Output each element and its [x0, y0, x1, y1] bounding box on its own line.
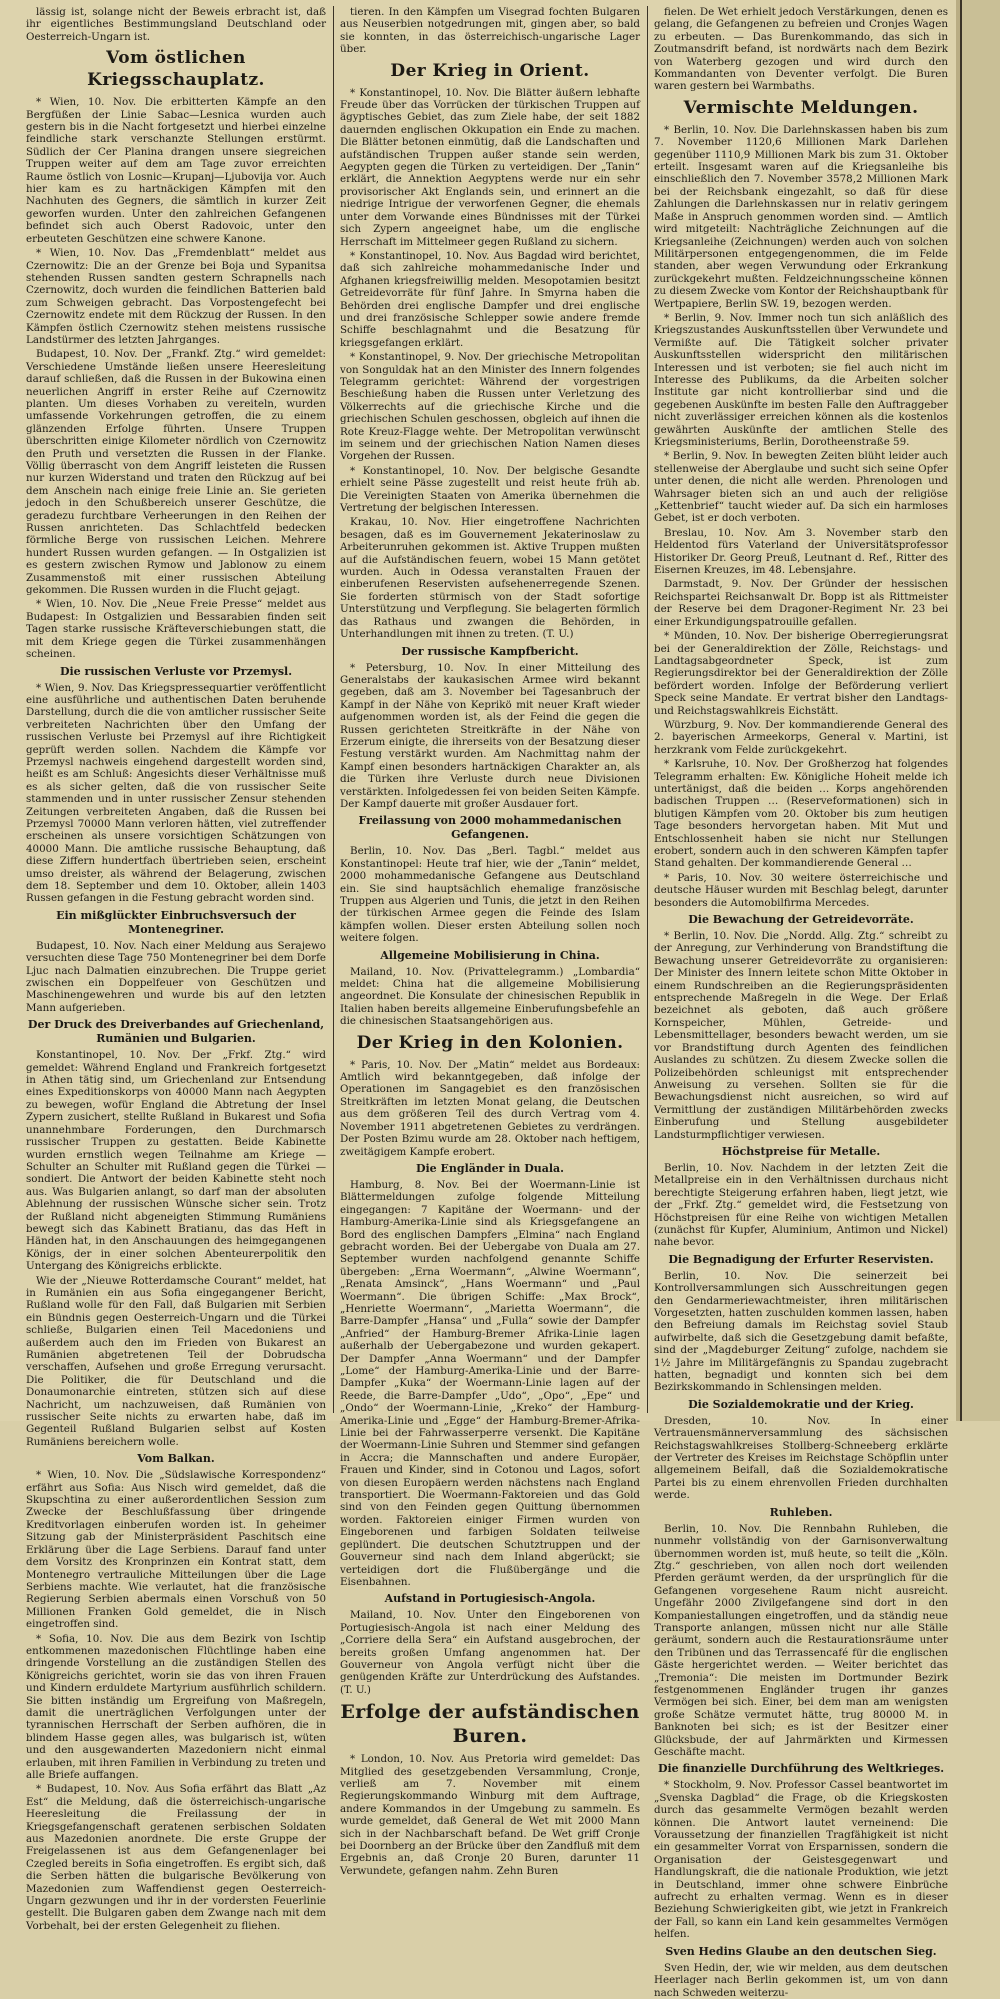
article-paragraph: * London, 10. Nov. Aus Pretoria wird gemeldet: Das Mitglied des gesetzgebenden Versammlung, Cronje, verließ am 7. November mit einem Regierungskommando Winburg mit dem Auftrage, andere Kommandos in der Umgebung zu sammeln. Es wurde gemeldet, daß General de Wet mit 2000 Mann sich in der Nachbarschaft befand. De Wet griff Cronje bei Doornberg an der Brücke über den Zandfluß mit dem Ergebnis an, daß Cronje 20 Buren, darunter 11 Verwundete, gefangen nahm. Zehn Buren	[340, 1753, 640, 1877]
subheading: Die Begnadigung der Erfurter Reservisten.	[668, 1252, 934, 1266]
article-paragraph: * Münden, 10. Nov. Der bisherige Oberregierungsrat bei der Generaldirektion der Zölle, Reichstags- und Landtagsabgeordneter Speck, ist zum Regierungsdirektor bei der Generaldirektion der Zölle befördert worden. Infolge der Beförderung verliert Speck seine Mandate. Er vertrat bisher den Landtags- und Reichstagswahlkreis Eichstätt.	[654, 630, 948, 717]
article-paragraph: * Paris, 10. Nov. Der „Matin“ meldet aus Bordeaux: Amtlich wird bekanntgegeben, daß infolge der Operationen im Sangagebiet es den französischen Streitkräften im letzten Monat gelang, die Deutschen aus dem größeren Teil des durch Vertrag vom 4. November 1911 abgetretenen Gebietes zu verdrängen. Der Posten Bzimu wurde am 28. Oktober nach heftigem, zweitägigem Kampfe erobert.	[340, 1058, 640, 1158]
article-paragraph: Budapest, 10. Nov. Der „Frankf. Ztg.“ wird gemeldet: Verschiedene Umstände ließen unsere Heeresleitung darauf schließen, daß die Russen in der Bukowina einen neuerlichen Angriff in erster Reihe auf Czernowitz planten. Um dieses Vorhaben zu vereiteln, wurden umfassende Vorkehrungen getroffen, die zu einem glänzenden Erfolge führten. Unsere Truppen überschritten einige Kilometer nördlich von Czernowitz den Pruth und versetzten die Russen in der Flanke. Völlig überrascht von dem Angriff leisteten die Russen nur kurzen Widerstand und traten den Rückzug auf bei dem Anschein nach einige freie Linie an. Sie gerieten jedoch in den Schußbereich unserer Geschütze, die geradezu furchtbare Verheerungen in den Reihen der Russen anrichteten. Das Schlachtfeld bedecken förmliche Berge von russischen Leichen. Mehrere hundert Russen wurden gefangen. — In Ostgalizien ist es gestern zwischen Rymow und Jablonow zu einem Zusammenstoß mit einer russischen Abteilung gekommen. Die Russen wurden in die Flucht gejagt.	[26, 348, 326, 597]
article-paragraph: * Berlin, 9. Nov. Immer noch tun sich anläßlich des Kriegszustandes Auskunftsstellen über Verwundete und Vermißte auf. Die Tätigkeit solcher privater Auskunftsstellen widerspricht den militärischen Interessen und ist verboten; sie fiel auch nicht im Interesse des Publikums, da die Arbeiten solcher Institute gar nicht kontrollierbar sind und die gegebenen Auskünfte im besten Falle den Auftraggeber nicht zuverlässiger erreichen können als die kostenlos gewährten Auskünfte der amtlichen Stelle des Kriegsministeriums, Berlin, Dorotheenstraße 59.	[654, 311, 948, 448]
subheading: Allgemeine Mobilisierung in China.	[380, 948, 600, 962]
article-paragraph: * Wien, 10. Nov. Das „Fremdenblatt“ meldet aus Czernowitz: Die an der Grenze bei Boja und Sypanitsa stehenden Russen sandten gestern Schrapnells nach Czernowitz, doch wurden die feindlichen Batterien bald zum Schweigen gebracht. Das Vorpostengefecht bei Czernowitz endete mit dem Rückzug der Russen. In den Kämpfen östlich Czernowitz stehen meistens russische Landstürmer des letzten Jahrganges.	[26, 247, 326, 346]
subheading: Die Sozialdemokratie und der Krieg.	[688, 1397, 914, 1411]
article-paragraph: Dresden, 10. Nov. In einer Vertrauensmännerversammlung des sächsischen Reichstagswahlkreises Stollberg-Schneeberg erklärte der Vertreter des Kreises im Reichstage Schöpflin unter allgemeinem Beifall, daß die Sozialdemokratische Partei bis zu einem ehrenvollen Frieden durchhalten werde.	[654, 1414, 948, 1502]
section-heading: Vermischte Meldungen.	[683, 97, 919, 118]
article-paragraph: Breslau, 10. Nov. Am 3. November starb den Heldentod fürs Vaterland der Universitätsprofessor Historiker Dr. Georg Preuß, Leutnant d. Ref., Ritter des Eisernen Kreuzes, im 48. Lebensjahre.	[654, 526, 948, 577]
carryover-text: tieren. In den Kämpfen um Visegrad fochten Bulgaren aus Neuserbien notgedrungen mit, gingen aber, so bald sie konnten, in das österreichisch-ungarische Lager über.	[340, 6, 640, 56]
article-paragraph: Berlin, 10. Nov. Die seinerzeit bei Kontrollversammlungen sich Ausschreitungen gegen den Gendarmeriewachtmeister, ihren militärischen Vorgesetzten, hatten zuschulden kommen lassen, haben den Befreiung damals im Reichstag soviel Staub aufwirbelte, daß sich die Gesetzgebung damit befaßte, sind der „Magdeburger Zeitung“ zufolge, nachdem sie 1½ Jahre im Militärgefängnis zu Spandau zugebracht hatten, begnadigt und konnten sich bei dem Bezirkskommando in Schlensingen melden.	[654, 1269, 948, 1394]
subheading: Der Druck des Dreiverbandes auf Griechenland, Rumänien und Bulgarien.	[27, 1018, 325, 1046]
article-paragraph: Krakau, 10. Nov. Hier eingetroffene Nachrichten besagen, daß es im Gouvernement Jekaterinoslaw zu Arbeiterunruhen gekommen ist. Aktive Truppen mußten auf die Aufständischen feuern, wobei 15 Mann getötet wurden. Auch in Odessa veranstalten Frauen der einberufenen Reservisten aufsehenerregende Szenen. Sie forderten stürmisch von der Stadt sofortige Unterstützung und Verpflegung. Sie belagerten förmlich das Rathaus und zwangen die Behörden, in Unterhandlungen mit ihnen zu treten. (T. U.)	[340, 516, 640, 641]
subheading: Ein mißglückter Einbruchsversuch der Montenegriner.	[56, 908, 296, 936]
section-heading: Vom östlichen Kriegsschauplatz.	[87, 48, 265, 91]
subheading: Der russische Kampfbericht.	[401, 644, 579, 658]
article-paragraph: Berlin, 10. Nov. Die Rennbahn Ruhleben, die nunmehr vollständig von der Garnisonverwaltung übernommen worden ist, muß heute, so teilt die „Köln. Ztg.“ geschrieben, von allen noch dort weilenden Pferden geräumt werden, da der ursprünglich für die Gefangenen vorgesehene Raum nicht ausreicht. Ungefähr 2000 Zivilgefangene sind dort in den Kompaniestallungen eingetroffen, und da ständig neue Transporte anlangen, müssen nicht nur alle Ställe geräumt, sondern auch die Restaurationsräume unter den Tribünen und das Terrassencafé für die englischen Gäste hergerichtet werden. — Weiter berichtet das „Tremonia“: Die meisten im Dortmunder Bezirk festgenommenen Engländer trugen ihr ganzes Vermögen bei sich. Einer, bei dem man am wenigsten große Schätze vermutet hätte, trug 80000 M. in Banknoten bei sich; es ist der Besitzer einer Glücksbude, der auf Jahrmärkten und Kirmessen Geschäfte macht.	[654, 1522, 948, 1758]
article-paragraph: Mailand, 10. Nov. Unter den Eingeborenen von Portugiesisch-Angola ist nach einer Meldung des „Corriere della Sera“ ein Aufstand ausgebrochen, der bereits großen Umfang angenommen hat. Der Gouverneur von Angola verfügt nicht über die genügenden Kräfte zur Unterdrückung des Aufstandes. (T. U.)	[340, 1609, 640, 1696]
article-paragraph: * Wien, 9. Nov. Das Kriegspressequartier veröffentlicht eine ausführliche und authentischen Daten beruhende Darstellung, durch die die von amtlicher russischer Seite verbreiteten Nachrichten über den Umfang der russischen Verluste bei Przemysl auf ihre Richtigkeit geprüft werden sollen. Nachdem die Kämpfe vor Przemysl nachweis eingehend dargestellt worden sind, heißt es am Schluß: Angesichts dieser Verhältnisse muß es als sicher gelten, daß die von russischer Seite stammenden und in unter russischer Zensur stehenden Zeitungen verbreiteten Angaben, daß die Russen bei Przemysl 70000 Mann verloren hätten, viel zutreffender erscheinen als unsere vorsichtigen Schätzungen von 40000 Mann. Die amtliche russische Behauptung, daß diese Ziffern hundertfach übertrieben seien, erscheint umso dreister, als während der Belagerung, zwischen dem 18. September und dem 10. Oktober, allein 1403 Russen gefangen in die Festung gebracht worden sind.	[26, 681, 326, 905]
subheading: Die russischen Verluste vor Przemysl.	[59, 664, 293, 678]
article-paragraph: * Wien, 10. Nov. Die erbitterten Kämpfe an den Bergfüßen der Linie Sabac—Lesnica wurden auch gestern bis in die Nacht fortgesetzt und hierbei einzelne feindliche stark verschanzte Stellungen erstürmt. Südlich der Cer Planina drangen unsere siegreichen Truppen weiter auf dem am Tage zuvor erreichten Raume östlich von Losnic—Krupanj—Ljubovija vor. Auch hier kam es zu hartnäckigen Kämpfen mit den Nachhuten des Gegners, die sämtlich in kurzer Zeit geworfen wurden. Unter den zahlreichen Gefangenen befindet sich auch Oberst Radovoic, unter den erbeuteten Geschützen eine schwere Kanone.	[26, 96, 326, 245]
article-paragraph: * Berlin, 10. Nov. Die Darlehnskassen haben bis zum 7. November 1120,6 Millionen Mark Darlehen gegenüber 1110,9 Millionen Mark bis zum 31. Oktober erteilt. Insgesamt waren auf die Kriegsanleihe bis einschließlich den 7. November 3578,2 Millionen Mark bei der Reichsbank eingezahlt, so daß für diese Zahlungen die Darlehnskassen nur in relativ geringem Maße in Anspruch genommen worden sind. — Amtlich wird mitgeteilt: Nachträgliche Zeichnungen auf die Kriegsanleihe (Zeichnungen) werden auch von solchen Militärpersonen entgegengenommen, die im Felde standen, aber wegen Verwundung oder Erkrankung zurückgekehrt mußten. Feldzeichnungsscheine können zu diesem Zwecke vom Kontor der Reichshauptbank für Wertpapiere, Berlin SW. 19, bezogen werden.	[654, 123, 948, 310]
article-paragraph: * Budapest, 10. Nov. Aus Sofia erfährt das Blatt „Az Est“ die Meldung, daß die österreichisch-ungarische Heeresleitung die Freilassung der in Kriegsgefangenschaft geratenen serbischen Soldaten aus Mazedonien anordnete. Die erste Gruppe der Freigelassenen ist aus dem Gefangenenlager bei Czegled bereits in Sofia eingetroffen. Es ergibt sich, daß die Serben hätten die bulgarische Bevölkerung von Mazedonien zum Waffendienst gegen Oesterreich-Ungarn gezwungen und ihr in der vordersten Feuerlinie gestellt. Die Bulgaren gaben dem Zwange nach mit dem Vorbehalt, bei der ersten Gelegenheit zu fliehen.	[26, 1783, 326, 1932]
subheading: Die finanzielle Durchführung des Weltkrieges.	[657, 1762, 945, 1776]
article-paragraph: * Berlin, 10. Nov. Die „Nordd. Allg. Ztg.“ schreibt zu der Anregung, zur Verhinderung von Brandstiftung die Bewachung unserer Getreidevorräte zu organisieren: Der Minister des Innern leitete schon Mitte Oktober in einem Rundschreiben an die Regierungspräsidenten entsprechende Maßregeln in die Wege. Der Erlaß bezeichnet als geboten, daß auch größere Kornspeicher, Mühlen, Getreide- und Lebensmittellager, besonders bewacht werden, um sie vor Brandstiftung durch Agenten des feindlichen Auslandes zu schützen. Zu diesem Zwecke sollen die Polizeibehörden schleunigst mit entsprechender Anweisung zu versehen. Sollten sie für die Bewachungsdienst nicht ausreichen, so wird auf Vermittlung der zuständigen Militärbehörden zwecks Einberufung und Stellung ausgebildeter Landsturmpflichtiger verwiesen.	[654, 930, 948, 1141]
article-paragraph: Budapest, 10. Nov. Nach einer Meldung aus Serajewo versuchten diese Tage 750 Montenegriner bei dem Dorfe Ljuc nach Dalmatien einzubrechen. Die Truppe geriet zwischen ein Doppelfeuer von Geschützen und Maschinengewehren und wurde bis auf den letzten Mann aufgerieben.	[26, 939, 326, 1014]
article-paragraph: * Wien, 10. Nov. Die „Neue Freie Presse“ meldet aus Budapest: In Ostgalizien und Bessarabien finden seit Tagen starke russische Kräfteverschiebungen statt, die mit dem Kriege gegen die Türkei zusammenhängen scheinen.	[26, 598, 326, 661]
subheading: Höchstpreise für Metalle.	[721, 1144, 881, 1158]
article-paragraph: Berlin, 10. Nov. Nachdem in der letzten Zeit die Metallpreise ein in den Verhältnissen durchaus nicht berechtigte Steigerung erfahren haben, liegt jetzt, wie der „Frkf. Ztg.“ gemeldet wird, die Festsetzung von Höchstpreisen für eine Reihe von wichtigen Metallen (zunächst für Kupfer, Aluminium, Antimon und Nickel) nahe bevor.	[654, 1161, 948, 1249]
adjacent-page-edge	[960, 0, 1000, 1421]
subheading: Sven Hedins Glaube an den deutschen Sieg.	[665, 1944, 937, 1958]
article-paragraph: * Petersburg, 10. Nov. In einer Mitteilung des Generalstabs der kaukasischen Armee wird bekannt gegeben, daß am 3. November bei Tagesanbruch der Kampf in der Nähe von Keprikö mit neuer Kraft wieder aufgenommen worden ist, als der Feind die gegen die Russen gerichteten Streitkräfte in der Nähe von Erzerum einigte, die ihrerseits von der Besatzung dieser Festung verstärkt wurden. Am Nachmittag nahm der Kampf einen besonders hartnäckigen Charakter an, als die Türken ihre Verluste durch neue Divisionen verstärkten. Infolgedessen fei von beiden Seiten Kämpfe. Der Kampf dauerte mit großer Ausdauer fort.	[340, 661, 640, 810]
column-rule	[647, 6, 648, 1413]
article-paragraph: * Paris, 10. Nov. 30 weitere österreichische und deutsche Häuser wurden mit Beschlag belegt, darunter besonders die Automobilfirma Mercedes.	[654, 871, 948, 909]
article-paragraph: * Konstantinopel, 9. Nov. Der griechische Metropolitan von Songuldak hat an den Minister des Innern folgendes Telegramm gerichtet: Während der vorgestrigen Beschießung haben die Russen unter Verletzung des Völkerrechts auf die griechische Kirche und die griechischen Schulen geschossen, obgleich auf ihnen die Rote Kreuz-Flagge wehte. Der Metropolitan verwünscht im seinem und der griechischen Nation Namen dieses Vorgehen der Russen.	[340, 351, 640, 463]
article-paragraph: Hamburg, 8. Nov. Bei der Woermann-Linie ist Blättermeldungen zufolge folgende Mitteilung eingegangen: 7 Kapitäne der Woermann- und der Hamburg-Amerika-Linie sind als Kriegsgefangene an Bord des englischen Dampfers „Elmina“ nach England gebracht worden. Bei der Uebergabe von Duala am 27. September wurden nachfolgend genannte Schiffe übergeben: „Erna Woermann“, „Alwine Woermann“, „Renata Amsinck“, „Hans Woermann“ und „Paul Woermann“. Die übrigen Schiffe: „Max Brock“, „Henriette Woermann“, „Marietta Woermann“, die Barre-Dampfer „Hansa“ und „Fulla“ sowie der Dampfer „Anfried“ der Hamburg-Bremer Afrika-Linie lagen außerhalb der Uebergabezone und wurden gekapert. Der Dampfer „Anna Woermann“ und der Dampfer „Lome“ der Hamburg-Amerika-Linie und der Barre-Dampfer „Kuka“ der Woermann-Linie lagen auf der Reede, die Barre-Dampfer „Udo“, „Opo“, „Epe“ und „Ondo“ der Woermann-Linie, „Kreko“ der Hamburg-Amerika-Linie und „Egge“ der Hamburg-Bremer-Afrika-Linie bei der Fahrwasserperre versenkt. Die Kapitäne der Woermann-Linie Suhren und Stemmer sind gefangen in Accra; die Mannschaften und andere Europäer, Frauen und Kinder, sind in Cotonou und Lagos, sofort von diesen Europäern werden nächstens nach England transportiert. Die Woermann-Faktoreien und das Gold sind von den Feinden gegen Quittung übernommen worden. Faktoreien einiger Firmen wurden von Eingeborenen und farbigen Soldaten teilweise geplündert. Die deutschen Schutztruppen und der Gouverneur sind nach dem Inland abgerückt; sie verteidigen dort die Flußübergänge und die Eisenbahnen.	[340, 1178, 640, 1588]
subheading: Ruhleben.	[769, 1505, 833, 1519]
article-paragraph: * Konstantinopel, 10. Nov. Die Blätter äußern lebhafte Freude über das Vorrücken der türkischen Truppen auf ägyptisches Gebiet, das zum Ziele habe, der seit 1882 dauernden englischen Okkupation ein Ende zu machen. Die Blätter betonen einmütig, daß die Landschaften und aufständischen Truppen außer stande sein werden, Aegypten gegen die Türken zu verteidigen. Der „Tanin“ erklärt, die Annektion Aegyptens werde nur ein sehr provisorischer Akt Englands sein, und erinnert an die niedrige Intrigue der verworfenen Gegner, die ehemals unter dem Vorwande eines Bündnisses mit der Türkei sich Zypern angeeignet habe, um die englische Herrschaft im Mittelmeer gegen Rußland zu sichern.	[340, 86, 640, 248]
article-paragraph: * Wien, 10. Nov. Die „Südslawische Korrespondenz“ erfährt aus Sofia: Aus Nisch wird gemeldet, daß die Skupschtina zu einer außerordentlichen Session zum Zwecke der Beschlußfassung über dringende Kreditvorlagen einberufen worden ist. In geheimer Sitzung gab der Ministerpräsident Paschitsch eine Erklärung über die Lage Serbiens. Darauf fand unter dem Vorsitz des Kronprinzen ein Kontrat statt, dem Montenegro vertrauliche Mitteilungen über die Lage Serbiens machte. Wie verlautet, hat die französische Regierung Serbien abermals einen Vorschuß von 50 Millionen Franken Gold gemeldet, die in Nisch eingetroffen sind.	[26, 1469, 326, 1631]
article-paragraph: * Konstantinopel, 10. Nov. Der belgische Gesandte erhielt seine Pässe zugestellt und reist heute früh ab. Die Vereinigten Staaten von Amerika übernehmen die Vertretung der belgischen Interessen.	[340, 464, 640, 515]
section-heading: Erfolge der aufständischen Buren.	[340, 1701, 640, 1748]
subheading: Die Engländer in Duala.	[415, 1161, 565, 1175]
article-paragraph: Berlin, 10. Nov. Das „Berl. Tagbl.“ meldet aus Konstantinopel: Heute traf hier, wie der „Tanin“ meldet, 2000 mohammedanische Gefangene aus Deutschland ein. Sie sind hauptsächlich ehemalige französische Truppen aus Algerien und Tunis, die jetzt in den Reihen der türkischen Armee gegen die Feinde des Islam kämpfen wollen. Dieser ersten Abteilung sollen noch weitere folgen.	[340, 845, 640, 945]
subheading: Vom Balkan.	[137, 1452, 215, 1466]
article-paragraph: * Stockholm, 9. Nov. Professor Cassel beantwortet im „Svenska Dagblad“ die Frage, ob die Kriegskosten durch das gesammelte Vermögen bezahlt werden können. Die Antwort lautet verneinend: Die Voraussetzung der finanziellen Tragfähigkeit ist nicht ein gesammelter Vorrat von Ersparnissen, sondern die Organisation der Geistesgegenwart und Handlungskraft, die die nationale Produktion, wie jetzt in Deutschland, immer ohne schwere Einbrüche aufrecht zu erhalten vermag. Wenn es in dieser Beziehung Schwierigkeiten gibt, wie jetzt in Frankreich der Fall, so kann ein Land kein gesammeltes Vermögen helfen.	[654, 1779, 948, 1941]
column-2	[340, 6, 640, 1877]
article-paragraph: * Berlin, 9. Nov. In bewegten Zeiten blüht leider auch stellenweise der Aberglaube und sucht sich seine Opfer unter denen, die nicht alle werden. Phrenologen und Wahrsager bieten sich an und auch der religiöse „Kettenbrief“ taucht wieder auf. Da sich ein harmloses Gebet, ist er doch verboten.	[654, 450, 948, 525]
article-paragraph: * Karlsruhe, 10. Nov. Der Großherzog hat folgendes Telegramm erhalten: Ew. Königliche Hoheit melde ich untertänigst, daß die beiden … Korps angehörenden badischen Truppen … (Reserveformationen) sich in blutigen Kämpfen vom 20. Oktober bis zum heutigen Tage besonders hervorgetan haben. Mit Mut und Entschlossenheit haben sie nicht nur Stellungen erobert, sondern auch in den schweren Kämpfen tapfer Stand gehalten. Der kommandierende General …	[654, 758, 948, 870]
article-paragraph: Konstantinopel, 10. Nov. Der „Frkf. Ztg.“ wird gemeldet: Während England und Frankreich fortgesetzt in Athen tätig sind, um Griechenland zur Entsendung eines Expeditionskorps von 40000 Mann nach Aegypten zu bewegen, wofür England die Abtretung der Insel Zypern zusichert, stellte Rußland in Bukarest und Sofia unannehmbare Forderungen, den Durchmarsch russischer Truppen zu gestatten. Beide Kabinette wurden ernstlich wegen Teilnahme am Kriege — Schulter an Schulter mit Rußland gegen die Türkei — sondiert. Die Antwort der beiden Kabinette steht noch aus. Was Bulgarien anlangt, so darf man der absoluten Ablehnung der russischen Wünsche sicher sein. Trotz der Rußland nicht abgeneigten Stimmung Rumäniens bewegt sich das Kabinett Bratianu, das das Heft in Händen hat, in den Anschauungen des heimgegangenen Königs, der in einer solchen Abenteurerpolitik den Untergang des Königreichs erblickte.	[26, 1049, 326, 1273]
carryover-text: fielen. De Wet erhielt jedoch Verstärkungen, denen es gelang, die Gefangenen zu befreien und Cronjes Wagen zu erbeuten. — Das Burenkommando, das sich in Zoutmansdrift befand, ist nordwärts nach dem Bezirk von Waterberg gezogen und wird durch den Kommandanten von Deventer verfolgt. Die Buren waren gestern bei Warmbaths.	[654, 6, 948, 93]
section-heading: Der Krieg in den Kolonien.	[356, 1032, 624, 1053]
section-heading: Der Krieg in Orient.	[390, 60, 590, 81]
subheading: Die Bewachung der Getreidevorräte.	[688, 913, 914, 927]
article-paragraph: * Sofia, 10. Nov. Die aus dem Bezirk von Ischtip entkommenen mazedonischen Flüchtlinge haben eine dringende Vorstellung an die zuständigen Stellen des Königreichs gerichtet, worin sie das von ihren Frauen und Kindern erduldete Martyrium ausführlich schildern. Sie bitten inständig um Ergreifung von Maßregeln, damit die unerträglichen Verfolgungen unter der tyrannischen Herrschaft der Serben aufhören, die in blindem Hasse gegen alles, was bulgarisch ist, wüten und den ausgewanderten Mazedoniern nicht einmal erlauben, mit ihren Familien in Verbindung zu treten und alle Briefe auffangen.	[26, 1632, 326, 1781]
carryover-text: lässig ist, solange nicht der Beweis erbracht ist, daß ihr eigentliches Bestimmungsland Deutschland oder Oesterreich-Ungarn ist.	[26, 6, 326, 43]
article-paragraph: Wie der „Nieuwe Rotterdamsche Courant“ meldet, hat in Rumänien ein aus Sofia eingegangener Bericht, Rußland wolle für den Fall, daß Bulgarien mit Serbien ein Bündnis gegen Oesterreich-Ungarn und die Türkei schließe, Bulgarien einen Teil Macedoniens und außerdem auch den im Frieden von Bukarest an Rumänien abgetretenen Teil der Dobrudscha verschaffen, Aufsehen und große Erregung verursacht. Die Politiker, die für Deutschland und die Donaumonarchie eintreten, stützen sich auf diese Nachricht, um nachzuweisen, daß Rumänien von russischer Seite nichts zu erwarten habe, daß im Gegenteil Rußland Bulgarien selbst auf Kosten Rumäniens bereichern wolle.	[26, 1274, 326, 1448]
subheading: Freilassung von 2000 mohammedanischen Gefangenen.	[358, 814, 622, 842]
column-rule	[333, 6, 334, 1413]
article-paragraph: Mailand, 10. Nov. (Privattelegramm.) „Lombardia“ meldet: China hat die allgemeine Mobilisierung angeordnet. Die Konsulate der chinesischen Republik in Italien haben bereits allgemeine Einberufungsbefehle an die chinesischen Staatsangehörigen aus.	[340, 965, 640, 1028]
column-1	[26, 6, 326, 1932]
article-paragraph: Sven Hedin, der, wie wir melden, aus dem deutschen Heerlager nach Berlin gekommen ist, um von dann nach Schweden weiterzu-	[654, 1961, 948, 1999]
subheading: Aufstand in Portugiesisch-Angola.	[384, 1592, 596, 1606]
article-paragraph: Darmstadt, 9. Nov. Der Gründer der hessischen Reichspartei Reichsanwalt Dr. Bopp ist als Rittmeister der Reserve bei dem Dragoner-Regiment Nr. 23 bei einer Erkundigungspatrouille gefallen.	[654, 578, 948, 628]
article-paragraph: Würzburg, 9. Nov. Der kommandierende General des 2. bayerischen Armeekorps, General v. Martini, ist herzkrank vom Felde zurückgekehrt.	[654, 718, 948, 756]
article-paragraph: * Konstantinopel, 10. Nov. Aus Bagdad wird berichtet, daß sich zahlreiche mohammedanische Inder und Afghanen kriegsfreiwillig melden. Mesopotamien besitzt Getreidevorräte für fünf Jahre. In Smyrna haben die Behörden drei englische Dampfer und drei englische und drei französische Schlepper sowie andere fremde Schiffe beschlagnahmt und die Besatzung für kriegsgefangen erklärt.	[340, 249, 640, 349]
column-3	[654, 6, 948, 1999]
